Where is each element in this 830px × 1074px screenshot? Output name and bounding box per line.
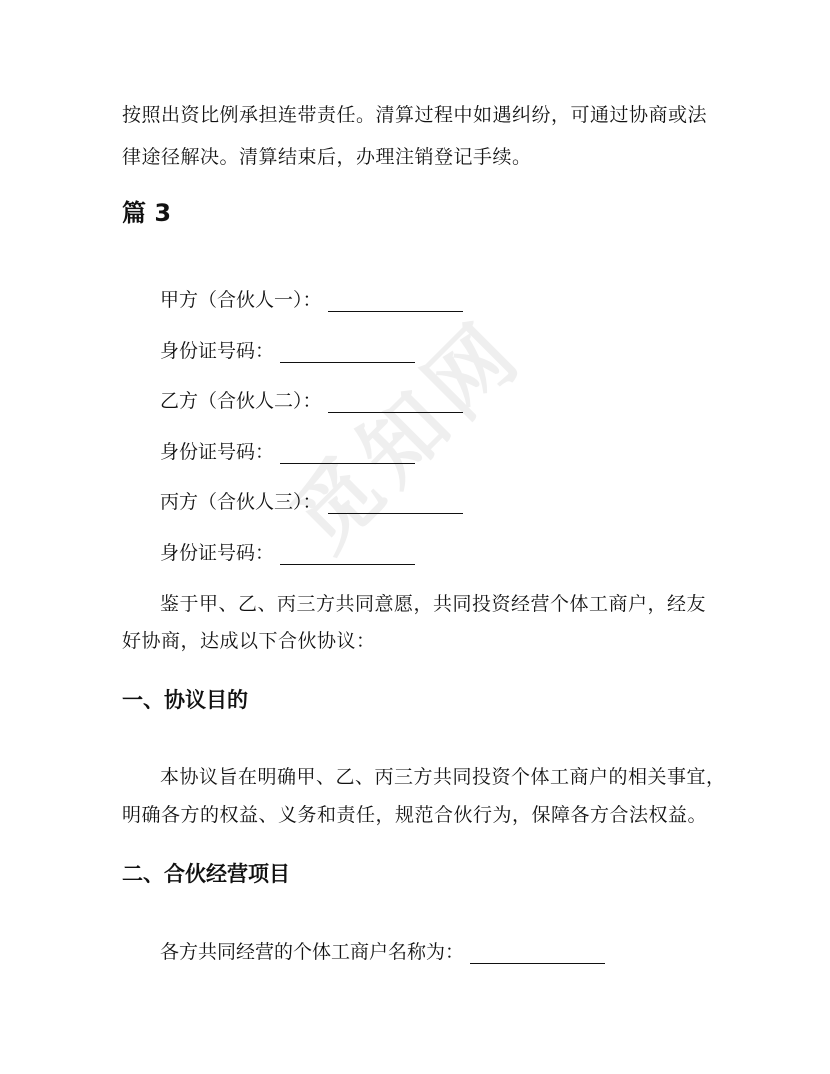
party-c-id-blank[interactable] xyxy=(280,544,415,565)
business-name-label: 各方共同经营的个体工商户名称为： xyxy=(160,941,465,963)
continuation-line-1: 按照出资比例承担连带责任。清算过程中如遇纠纷，可通过协商或法 xyxy=(122,104,708,126)
party-b-id-field xyxy=(160,440,415,464)
party-a-blank[interactable] xyxy=(328,291,463,312)
piece-heading: 篇 3 xyxy=(122,199,172,227)
continuation-line-2: 律途径解决。清算结束后，办理注销登记手续。 xyxy=(122,146,532,168)
party-b-label: 乙方（合伙人二）： xyxy=(160,390,322,412)
business-name-field xyxy=(160,940,605,964)
section-1-line-1: 本协议旨在明确甲、乙、丙三方共同投资个体工商户的相关事宜， xyxy=(160,766,726,788)
party-c-id-field xyxy=(160,541,415,565)
party-a-label: 甲方（合伙人一）： xyxy=(160,289,322,311)
party-a-field xyxy=(160,288,463,312)
watermark: 觅知网 xyxy=(273,300,542,570)
party-a-id-field xyxy=(160,339,415,363)
section-1-title: 一、协议目的 xyxy=(122,688,248,712)
party-a-id-label: 身份证号码： xyxy=(160,340,275,362)
party-b-blank[interactable] xyxy=(328,392,463,413)
party-c-id-label: 身份证号码： xyxy=(160,542,275,564)
business-name-blank[interactable] xyxy=(470,943,605,964)
party-c-blank[interactable] xyxy=(328,493,463,514)
party-b-field xyxy=(160,389,463,413)
party-c-field xyxy=(160,490,463,514)
party-b-id-label: 身份证号码： xyxy=(160,441,275,463)
preamble-line-2: 好协商，达成以下合伙协议： xyxy=(122,630,376,652)
party-a-id-blank[interactable] xyxy=(280,342,415,363)
section-2-title: 二、合伙经营项目 xyxy=(122,862,290,886)
party-b-id-blank[interactable] xyxy=(280,443,415,464)
section-1-line-2: 明确各方的权益、义务和责任，规范合伙行为，保障各方合法权益。 xyxy=(122,804,708,826)
party-c-label: 丙方（合伙人三）： xyxy=(160,491,322,513)
preamble-line-1: 鉴于甲、乙、丙三方共同意愿，共同投资经营个体工商户，经友 xyxy=(160,593,707,615)
